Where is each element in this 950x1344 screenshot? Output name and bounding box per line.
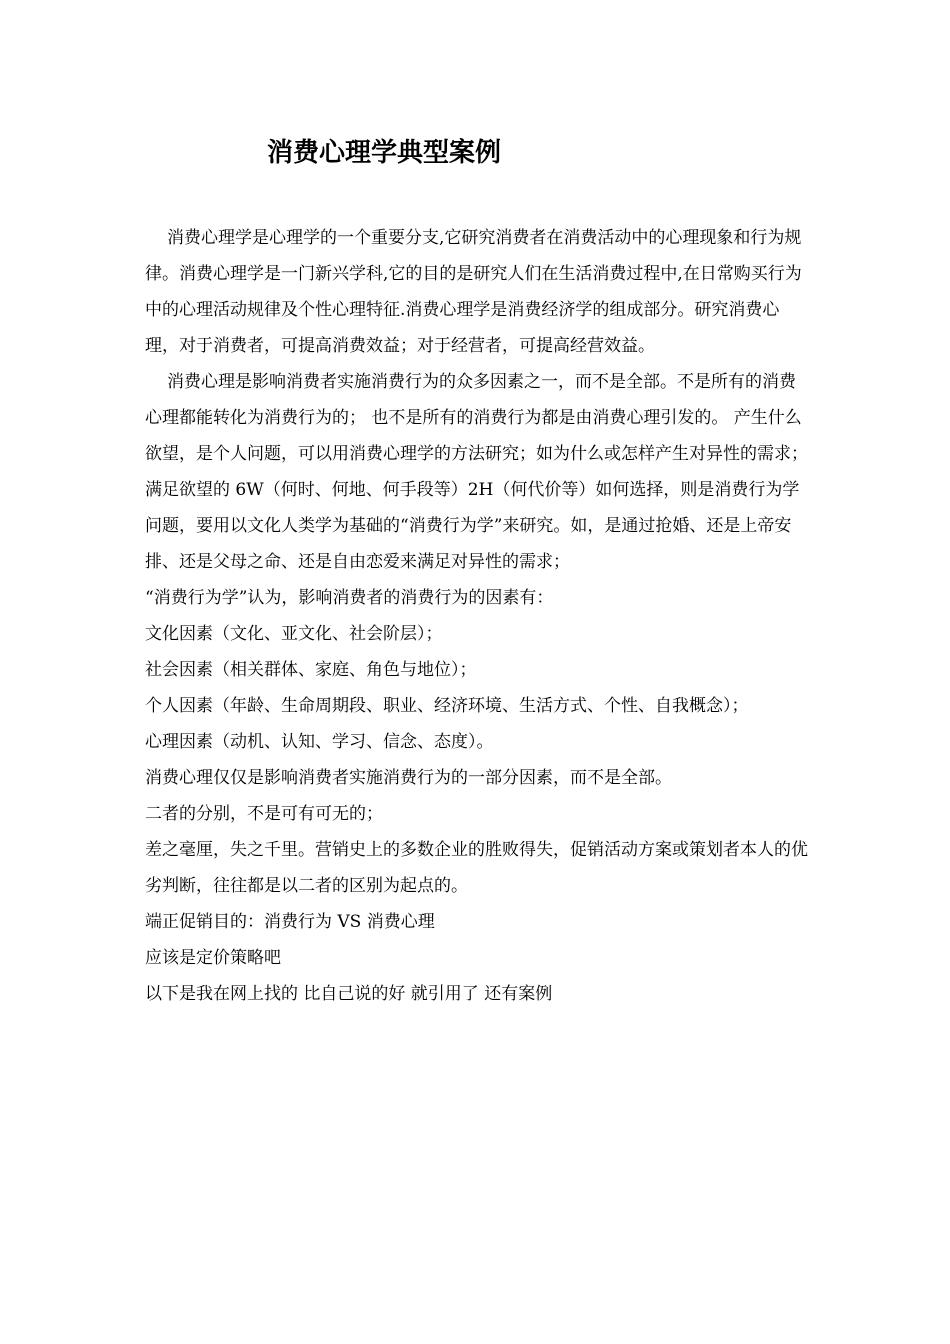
paragraph-intro: 消费心理学是心理学的一个重要分支,它研究消费者在消费活动中的心理现象和行为规律。消费心理学是一门新兴学科,它的目的是研究人们在生活消费过程中,在日常购买行为中的心理活动规律及个性心理特征.消费心理学是消费经济学的组成部分。研究消费心理，对于消费者，可提高消费效益；对于经营者，可提高经营效益。 bbox=[145, 228, 802, 356]
paragraph-partial-factor: 消费心理仅仅是影响消费者实施消费行为的一部分因素，而不是全部。 bbox=[145, 768, 672, 788]
paragraph-psychological-factors: 心理因素（动机、认知、学习、信念、态度）。 bbox=[145, 732, 494, 752]
paragraph-cultural-factors: 文化因素（文化、亚文化、社会阶层）； bbox=[145, 624, 443, 644]
paragraph-promotion-goal: 端正促销目的：消费行为 VS 消费心理 bbox=[145, 912, 435, 932]
paragraph-distinction: 二者的分别，不是可有可无的； bbox=[145, 804, 383, 824]
paragraph-quoted-note: 以下是我在网上找的 比自己说的好 就引用了 还有案例 bbox=[145, 984, 553, 1004]
paragraph-psychology-vs-behavior: 消费心理是影响消费者实施消费行为的众多因素之一，而不是全部。不是所有的消费心理都能转化为消费行为的； 也不是所有的消费行为都是由消费心理引发的。 产生什么欲望，是个人问题，可以用消费心理学的方法研究；如为什么或怎样产生对异性的需求； 满足欲望的 6W（何时、何地、何手段等）2H（何代价等）如何选择，则是消费行为学问题，要用以文化人类学为基础的“消费行为学”来研究。如，是通过抢婚、还是上帝安排、还是父母之命、还是自由恋爱来满足对异性的需求； bbox=[145, 372, 808, 572]
page-title: 消费心理学典型案例 bbox=[267, 138, 502, 168]
paragraph-personal-factors: 个人因素（年龄、生命周期段、职业、经济环境、生活方式、个性、自我概念）； bbox=[145, 696, 749, 716]
paragraph-factors-heading: “消费行为学”认为，影响消费者的消费行为的因素有： bbox=[145, 588, 554, 608]
document-body bbox=[145, 220, 810, 1012]
paragraph-marketing-history: 差之毫厘，失之千里。营销史上的多数企业的胜败得失，促销活动方案或策划者本人的优劣判断，往往都是以二者的区别为起点的。 bbox=[145, 840, 808, 896]
paragraph-social-factors: 社会因素（相关群体、家庭、角色与地位）； bbox=[145, 660, 477, 680]
paragraph-pricing-strategy: 应该是定价策略吧 bbox=[145, 948, 281, 968]
